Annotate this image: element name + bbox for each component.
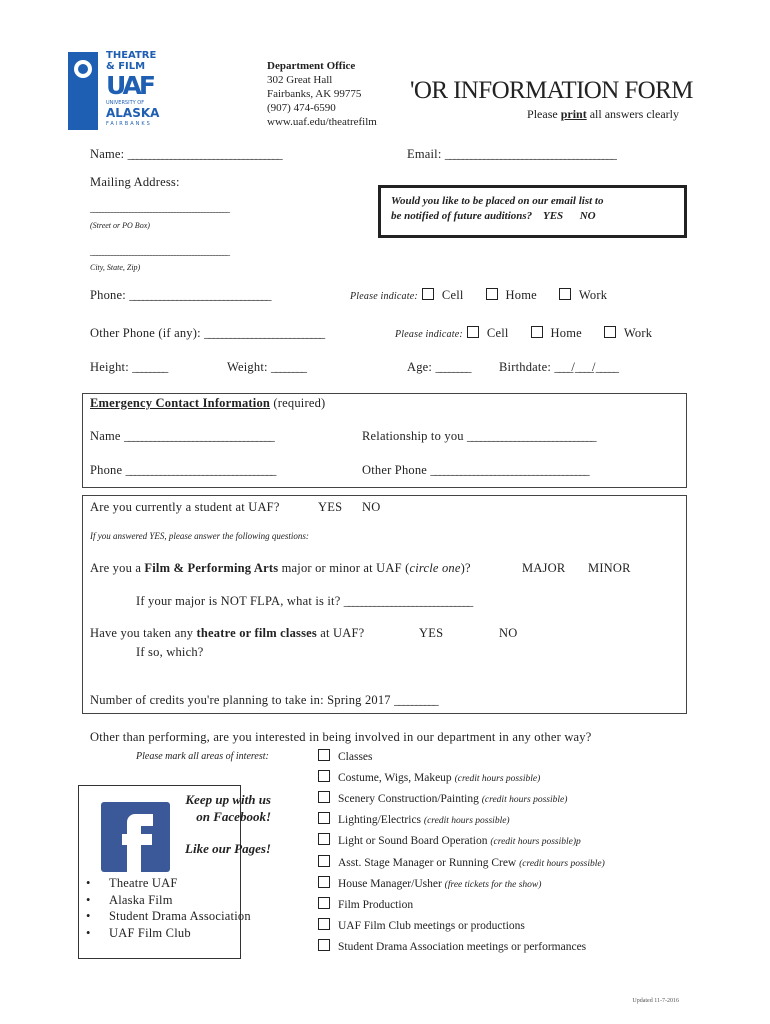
interest-checkbox[interactable] <box>318 749 330 761</box>
email-list-box: Would you like to be placed on our email list to be notified of future auditions? YES NO <box>378 185 687 238</box>
major-option[interactable]: MAJOR <box>522 561 566 575</box>
print-instruction: Please print all answers clearly <box>527 107 679 121</box>
facebook-page-item: • Theatre UAF <box>86 876 178 890</box>
facebook-page-item: • Student Drama Association <box>86 909 251 923</box>
minor-option[interactable]: MINOR <box>588 561 631 575</box>
facebook-page-item: • UAF Film Club <box>86 925 191 940</box>
interest-checkbox[interactable] <box>318 770 330 782</box>
emergency-relationship-field[interactable]: Relationship to you ______________________________ <box>362 429 595 443</box>
page-title: 'OR INFORMATION FORM <box>410 77 693 104</box>
interest-checkbox[interactable] <box>318 939 330 951</box>
phone-home-checkbox[interactable] <box>486 288 498 300</box>
interest-item[interactable]: Lighting/Electrics (credit hours possible) <box>318 812 510 828</box>
interest-checkbox[interactable] <box>318 876 330 888</box>
updated-date: Updated 11-7-2016 <box>632 998 679 1004</box>
street-field[interactable]: ______________________________________________ <box>90 203 228 214</box>
other-phone-type: Please indicate: Cell Home Work <box>395 326 653 340</box>
interest-item[interactable]: Classes <box>318 749 373 765</box>
phone-type: Please indicate: Cell Home Work <box>350 288 608 302</box>
interest-checkbox[interactable] <box>318 791 330 803</box>
other-phone-work-checkbox[interactable] <box>604 326 616 338</box>
mailing-address-label: Mailing Address: <box>90 175 180 189</box>
student-yes[interactable]: YES <box>318 500 343 514</box>
interest-checkbox[interactable] <box>318 855 330 867</box>
interest-item[interactable]: House Manager/Usher (free tickets for the show) <box>318 876 541 892</box>
facebook-page-item: • Alaska Film <box>86 892 173 907</box>
classes-yes[interactable]: YES <box>419 626 444 640</box>
emergency-name-field[interactable]: Name ___________________________________ <box>90 429 273 443</box>
interest-checkbox[interactable] <box>318 918 330 930</box>
phone-cell-checkbox[interactable] <box>422 288 434 300</box>
weight-field[interactable]: Weight: ________ <box>227 360 305 374</box>
major-field[interactable]: If your major is NOT FLPA, what is it? ______________________________ <box>136 594 472 608</box>
height-field[interactable]: Height: ________ <box>90 360 167 374</box>
birthdate-field[interactable]: Birthdate: ____/____/_____ <box>499 360 617 374</box>
other-phone-home-checkbox[interactable] <box>531 326 543 338</box>
age-field[interactable]: Age: ________ <box>407 360 470 374</box>
credits-field[interactable]: Number of credits you're planning to take in: Spring 2017 __________ <box>90 693 437 707</box>
student-no[interactable]: NO <box>362 500 381 514</box>
name-field[interactable]: Name: ____________________________________ <box>90 147 281 161</box>
facebook-icon <box>101 802 170 872</box>
email-list-no[interactable]: NO <box>579 210 596 222</box>
emergency-other-phone-field[interactable]: Other Phone _____________________________________ <box>362 463 588 477</box>
uaf-theatre-film-logo: THEATRE & FILM UAF UNIVERSITY OF ALASKA FAIRBANKS <box>68 50 168 132</box>
other-phone-field[interactable]: Other Phone (if any): ____________________________ <box>90 326 324 340</box>
other-phone-cell-checkbox[interactable] <box>467 326 479 338</box>
interest-item[interactable]: Asst. Stage Manager or Running Crew (credit hours possible) <box>318 855 605 871</box>
facebook-pages-list <box>86 875 251 941</box>
interest-item[interactable]: UAF Film Club meetings or productions <box>318 918 525 934</box>
interest-checkbox[interactable] <box>318 897 330 909</box>
interest-item[interactable]: Student Drama Association meetings or performances <box>318 939 586 955</box>
interest-item[interactable]: Scenery Construction/Painting (credit hours possible) <box>318 791 567 807</box>
department-office: Department Office 302 Great Hall Fairbanks, AK 99775 (907) 474-6590 www.uaf.edu/theatrefilm <box>267 60 377 128</box>
interest-item[interactable]: Film Production <box>318 897 413 913</box>
interest-checkbox[interactable] <box>318 812 330 824</box>
email-field[interactable]: Email: ________________________________________ <box>407 147 615 161</box>
phone-work-checkbox[interactable] <box>559 288 571 300</box>
phone-field[interactable]: Phone: _________________________________ <box>90 288 270 302</box>
interest-checkbox[interactable] <box>318 833 330 845</box>
emergency-phone-field[interactable]: Phone ___________________________________ <box>90 463 275 477</box>
email-list-yes[interactable]: YES <box>543 210 564 222</box>
interest-item[interactable]: Light or Sound Board Operation (credit hours possible)p <box>318 833 581 849</box>
interest-item[interactable]: Costume, Wigs, Makeup (credit hours possible) <box>318 770 540 786</box>
city-field[interactable]: ______________________________________________ <box>90 246 228 257</box>
classes-no[interactable]: NO <box>499 626 518 640</box>
